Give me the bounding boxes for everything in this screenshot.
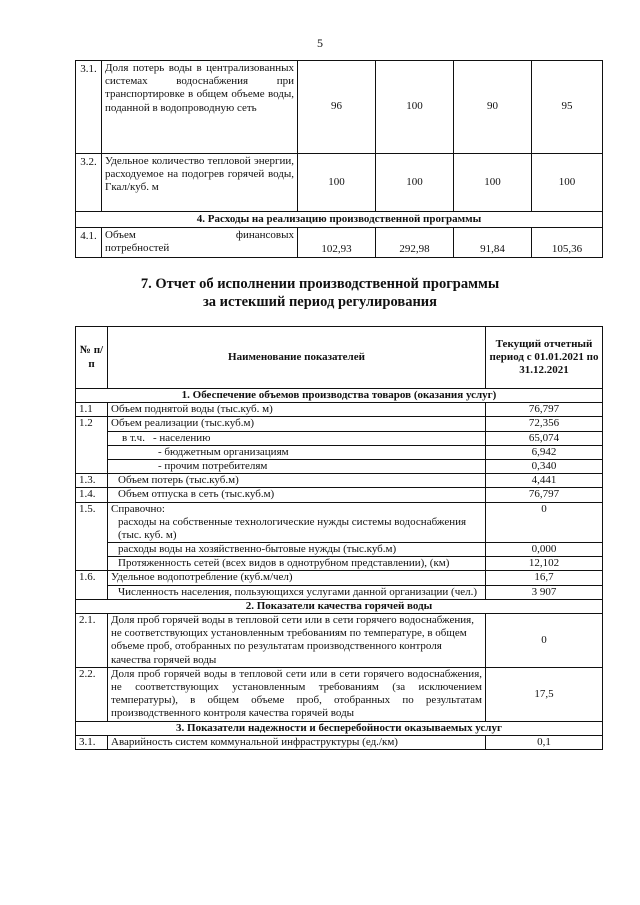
table-row: [76, 228, 603, 258]
row-label: Численность населения, пользующихся услугами данной организации (чел.): [108, 585, 486, 599]
table-row: [76, 431, 603, 445]
value-cell: 96: [298, 61, 376, 154]
value-cell: 76,797: [486, 403, 603, 417]
value-cell: 91,84: [454, 228, 532, 258]
row-number: 3.2.: [76, 154, 102, 212]
empty-cell: [76, 585, 108, 599]
row-label-line: Объем финансовых: [105, 229, 294, 242]
row-label-line: потребностей: [105, 242, 170, 255]
row-label: Объем потерь (тыс.куб.м): [108, 474, 486, 488]
value-cell: 105,36: [532, 228, 603, 258]
row-label: Доля проб горячей воды в тепловой сети или в сети горячего водоснабжения, не соответствующих установленным требованиям (за исключением температуры), в общем объеме проб, отобранных по результатам производственного контроля качества горячей воды: [108, 667, 486, 721]
row-label: - прочим потребителям: [108, 459, 486, 473]
section-row: [76, 721, 603, 735]
page-number: 5: [317, 36, 323, 50]
row-number: 1.2: [76, 417, 108, 431]
value-cell: 100: [376, 154, 454, 212]
value-cell: 100: [376, 61, 454, 154]
table-row: [76, 571, 603, 585]
row-label: расходы воды на хозяйственно-бытовые нужды (тыс.куб.м): [108, 543, 486, 557]
value-cell: 100: [298, 154, 376, 212]
row-number: 3.1.: [76, 735, 108, 749]
table-row: [76, 474, 603, 488]
section-title: 4. Расходы на реализацию производственной программы: [76, 212, 603, 228]
row-number: 4.1.: [76, 228, 102, 258]
row-label: Протяженность сетей (всех видов в однотрубном представлении), (км): [108, 557, 486, 571]
row-number: 1.5.: [76, 502, 108, 516]
section-title: 1. Обеспечение объемов производства товаров (оказания услуг): [76, 389, 603, 403]
row-number: 2.2.: [76, 667, 108, 721]
value-cell: 16,7: [486, 571, 603, 585]
table-row: [76, 417, 603, 431]
section-title: 2. Показатели качества горячей воды: [76, 599, 603, 613]
row-label-text: - населению: [152, 431, 211, 444]
row-number: 1.4.: [76, 488, 108, 502]
value-cell: 0,1: [486, 735, 603, 749]
header-period: Текущий отчетный период с 01.01.2021 по 31.12.2021: [486, 327, 603, 389]
row-number: 3.1.: [76, 61, 102, 154]
table-row: [76, 543, 603, 557]
indicators-table-continued: [75, 60, 603, 258]
empty-cell: [76, 459, 108, 473]
empty-cell: [76, 431, 108, 445]
row-label: Удельное водопотребление (куб.м/чел): [108, 571, 486, 585]
row-number: 1.3.: [76, 474, 108, 488]
table-row: [76, 585, 603, 599]
value-cell: 100: [454, 154, 532, 212]
header-row: [76, 327, 603, 389]
empty-cell: [76, 516, 108, 543]
row-number: 1.1: [76, 403, 108, 417]
section-row: [76, 212, 603, 228]
row-label: - бюджетным организациям: [108, 445, 486, 459]
empty-cell: [76, 445, 108, 459]
value-cell: 95: [532, 61, 603, 154]
row-number: 2.1.: [76, 614, 108, 668]
value-cell: 102,93: [298, 228, 376, 258]
table-row: [76, 445, 603, 459]
table-row: [76, 557, 603, 571]
value-cell: 0: [486, 502, 603, 516]
value-cell: 0: [486, 614, 603, 668]
row-label: Доля потерь воды в централизованных системах водоснабжения при транспортировке в общем объеме воды, поданной в водопроводную сеть: [102, 61, 298, 154]
value-cell: 0,340: [486, 459, 603, 473]
row-label: Объем отпуска в сеть (тыс.куб.м): [108, 488, 486, 502]
row-label: Удельное количество тепловой энергии, расходуемое на подогрев горячей воды, Гкал/куб. м: [102, 154, 298, 212]
row-label: [102, 228, 298, 258]
table-row: [76, 459, 603, 473]
table-row: [76, 403, 603, 417]
value-cell: 292,98: [376, 228, 454, 258]
table-row: [76, 735, 603, 749]
value-cell: 6,942: [486, 445, 603, 459]
table-row: [76, 614, 603, 668]
report-table: [75, 326, 603, 750]
table-row: [76, 516, 603, 543]
empty-cell: [76, 557, 108, 571]
value-cell: 0,000: [486, 543, 603, 557]
header-name: Наименование показателей: [108, 327, 486, 389]
row-label: Аварийность систем коммунальной инфраструктуры (ед./км): [108, 735, 486, 749]
row-label: [108, 431, 486, 445]
table-row: [76, 488, 603, 502]
heading-line-1: 7. Отчет об исполнении производственной программы: [140, 276, 500, 292]
table-row: [76, 667, 603, 721]
value-cell: 17,5: [486, 667, 603, 721]
heading-line-2: за истекший период регулирования: [202, 294, 438, 310]
value-cell: 76,797: [486, 488, 603, 502]
empty-cell: [486, 516, 603, 543]
section-row: [76, 599, 603, 613]
row-label: Объем реализации (тыс.куб.м): [108, 417, 486, 431]
row-label: расходы на собственные технологические нужды системы водоснабжения (тыс. куб. м): [108, 516, 486, 543]
table-row: [76, 61, 603, 154]
value-cell: 72,356: [486, 417, 603, 431]
value-cell: 100: [532, 154, 603, 212]
table-row: [76, 154, 603, 212]
value-cell: 65,074: [486, 431, 603, 445]
row-label: Справочно:: [108, 502, 486, 516]
row-label: Доля проб горячей воды в тепловой сети или в сети горячего водоснабжения, не соответствующих установленным требованиям по температуре, в общем объеме проб, отобранных по результатам производственного контроля качества горячей воды: [108, 614, 486, 668]
value-cell: 4,441: [486, 474, 603, 488]
section-heading: [0, 275, 640, 311]
value-cell: 90: [454, 61, 532, 154]
empty-cell: [76, 543, 108, 557]
row-number: 1.6.: [76, 571, 108, 585]
value-cell: 12,102: [486, 557, 603, 571]
row-label: Объем поднятой воды (тыс.куб. м): [108, 403, 486, 417]
section-row: [76, 389, 603, 403]
header-number: № п/п: [76, 327, 108, 389]
value-cell: 3 907: [486, 585, 603, 599]
table-row: [76, 502, 603, 516]
section-title: 3. Показатели надежности и бесперебойности оказываемых услуг: [76, 721, 603, 735]
row-prefix: в т.ч.: [122, 431, 145, 444]
